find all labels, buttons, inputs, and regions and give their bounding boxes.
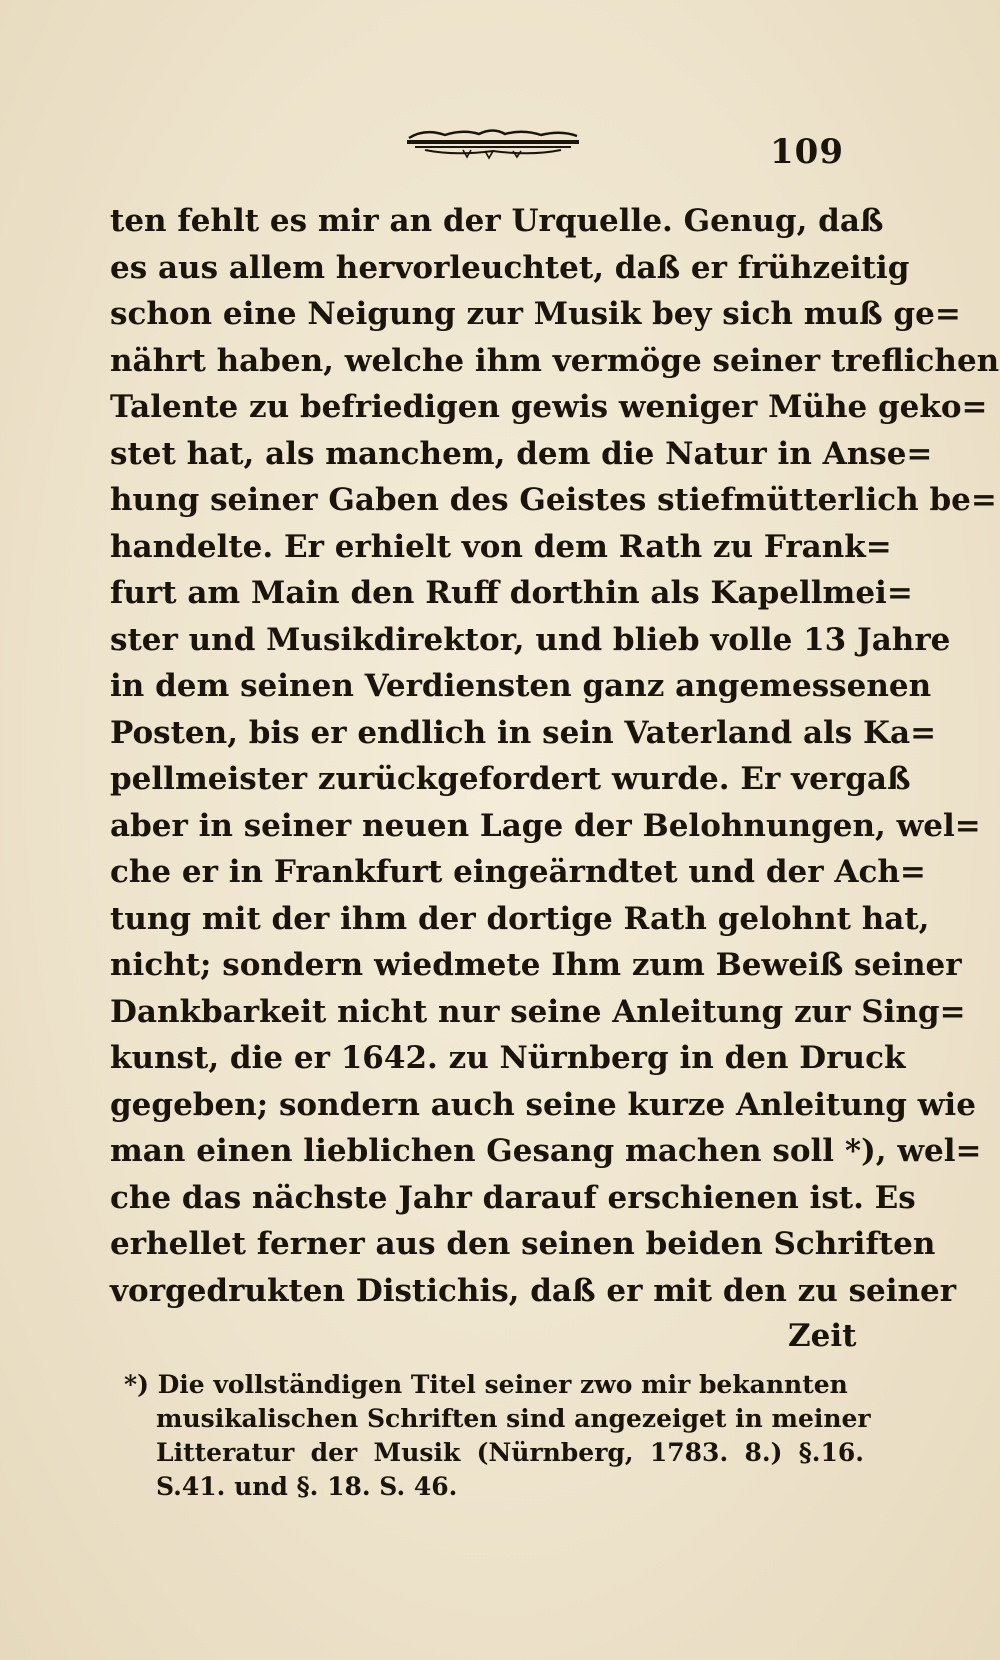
catchword: Zeit — [788, 1318, 857, 1354]
footnote-line: S.41. und §. 18. S. 46. — [156, 1472, 458, 1501]
text-line: Dankbarkeit nicht nur seine Anleitung zur Sing= — [110, 993, 966, 1030]
text-line: hung seiner Gaben des Geistes stiefmütterlich be= — [110, 482, 997, 518]
text-line: Talente zu befriedigen gewis weniger Mühe geko= — [110, 389, 988, 425]
text-line: in dem seinen Verdiensten ganz angemessenen — [110, 668, 932, 704]
text-line: ten fehlt es mir an der Urquelle. Genug, daß — [110, 203, 884, 239]
text-line: furt am Main den Ruff dorthin als Kapellmei= — [110, 575, 913, 611]
text-line: tung mit der ihm der dortige Rath gelohnt hat, — [110, 900, 930, 937]
footnote-line: musikalischen Schriften sind angezeiget in meiner — [156, 1404, 871, 1433]
text-line: aber in seiner neuen Lage der Belohnungen, wel= — [110, 807, 981, 844]
text-line: erhellet ferner aus den seinen beiden Schriften — [110, 1226, 936, 1262]
footnote-line: Litteratur der Musik (Nürnberg, 1783. 8.) §.16. — [156, 1438, 864, 1467]
text-line: schon eine Neigung zur Musik bey sich muß ge= — [110, 296, 961, 332]
text-line: gegeben; sondern auch seine kurze Anleitung wie — [110, 1086, 976, 1123]
page-number: 109 — [770, 132, 844, 172]
text-line: ster und Musikdirektor, und blieb volle 13 Jahre — [110, 621, 951, 658]
text-line: es aus allem hervorleuchtet, daß er frühzeitig — [110, 249, 910, 286]
text-line: stet hat, als manchem, dem die Natur in Anse= — [110, 435, 933, 472]
footnote — [124, 1368, 871, 1504]
text-line: man einen lieblichen Gesang machen soll *), wel= — [110, 1133, 982, 1169]
text-line: kunst, die er 1642. zu Nürnberg in den Druck — [110, 1040, 906, 1076]
header-ornament — [405, 126, 581, 160]
text-line: nicht; sondern wiedmete Ihm zum Beweiß seiner — [110, 947, 962, 983]
text-line: che er in Frankfurt eingeärndtet und der Ach= — [110, 854, 926, 890]
text-line: Posten, bis er endlich in sein Vaterland als Ka= — [110, 714, 937, 751]
text-line: nährt haben, welche ihm vermöge seiner treflichen — [110, 342, 1000, 379]
text-line: handelte. Er erhielt von dem Rath zu Frank= — [110, 528, 892, 565]
footnote-line: *) Die vollständigen Titel seiner zwo mir bekannten — [124, 1370, 848, 1399]
text-line: che das nächste Jahr darauf erschienen ist. Es — [110, 1179, 916, 1216]
body-text — [110, 198, 1000, 1314]
text-line: vorgedrukten Distichis, daß er mit den zu seiner — [110, 1272, 957, 1309]
text-line: pellmeister zurückgefordert wurde. Er vergaß — [110, 761, 911, 797]
